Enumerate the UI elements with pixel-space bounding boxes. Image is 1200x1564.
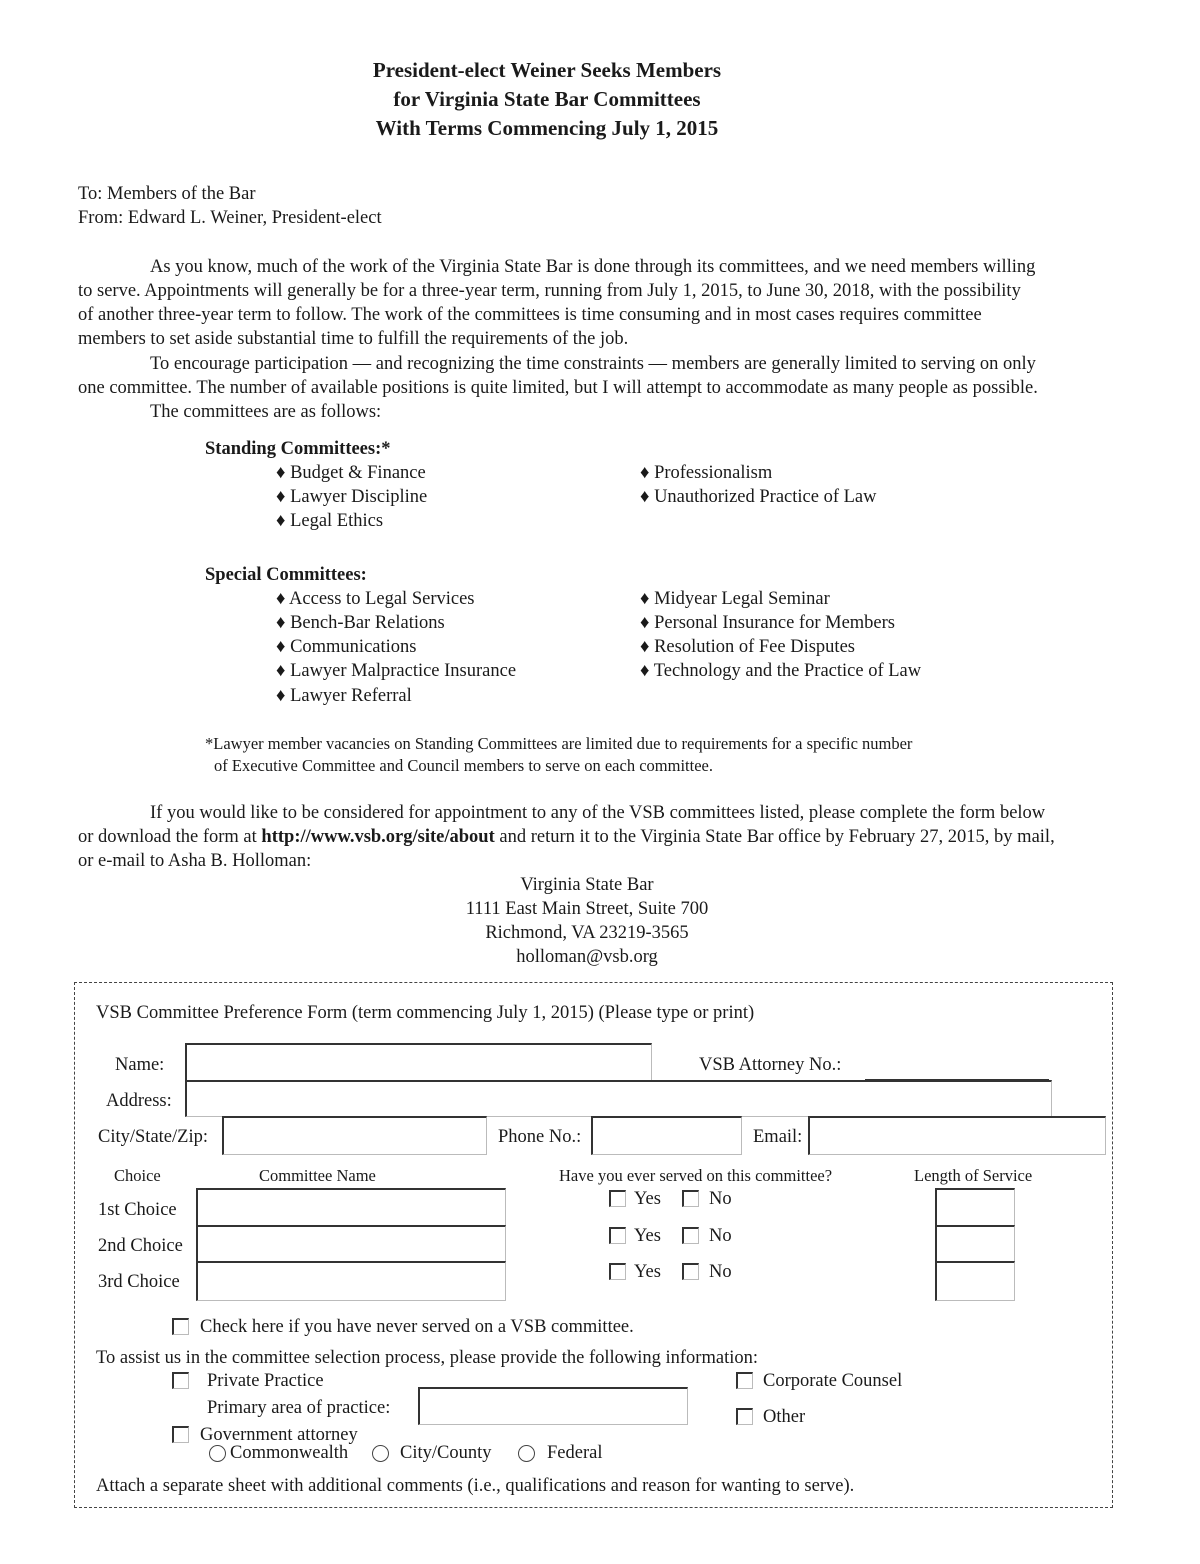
email-label: Email: bbox=[753, 1127, 803, 1147]
col-header-served: Have you ever served on this committee? bbox=[559, 1166, 833, 1185]
primary-area-input[interactable] bbox=[418, 1387, 688, 1425]
col-header-committee: Committee Name bbox=[259, 1166, 376, 1185]
address-street: 1111 East Main Street, Suite 700 bbox=[465, 899, 709, 919]
served-no-checkbox-1[interactable] bbox=[682, 1190, 699, 1207]
title-line-3: With Terms Commencing July 1, 2015 bbox=[375, 116, 719, 140]
length-input-1[interactable] bbox=[935, 1188, 1015, 1227]
attorney-no-label: VSB Attorney No.: bbox=[699, 1055, 842, 1075]
footnote-line1: *Lawyer member vacancies on Standing Committees are limited due to requirements for a specific number bbox=[205, 734, 913, 753]
no-label-1: No bbox=[709, 1189, 732, 1209]
address-input[interactable] bbox=[185, 1080, 1052, 1117]
length-input-2[interactable] bbox=[935, 1225, 1015, 1263]
name-input[interactable] bbox=[185, 1043, 652, 1082]
commonwealth-label: Commonwealth bbox=[230, 1443, 349, 1463]
city-state-zip-input[interactable] bbox=[222, 1116, 487, 1155]
city-state-zip-label: City/State/Zip: bbox=[98, 1127, 208, 1147]
title-line-1: President-elect Weiner Seeks Members bbox=[372, 58, 722, 82]
never-served-checkbox[interactable] bbox=[172, 1318, 189, 1335]
instructions-line2 bbox=[78, 825, 1055, 849]
standing-left-3: ♦ Legal Ethics bbox=[276, 511, 384, 531]
intro-p1-line2: to serve. Appointments will generally be for a three-year term, running from July 1, 2015, to June 30, 2018, with the possibility bbox=[78, 281, 1021, 301]
primary-area-label: Primary area of practice: bbox=[207, 1398, 391, 1418]
yes-label-1: Yes bbox=[634, 1189, 661, 1209]
length-input-3[interactable] bbox=[935, 1261, 1015, 1301]
name-label: Name: bbox=[115, 1055, 165, 1075]
standing-right-2: ♦ Unauthorized Practice of Law bbox=[640, 487, 877, 507]
intro-p2-line1: To encourage participation — and recognizing the time constraints — members are generally limited to serving on only bbox=[150, 354, 1036, 374]
special-right-2: ♦ Personal Insurance for Members bbox=[640, 613, 895, 633]
no-label-2: No bbox=[709, 1226, 732, 1246]
special-left-3: ♦ Communications bbox=[276, 637, 417, 657]
standing-left-2: ♦ Lawyer Discipline bbox=[276, 487, 428, 507]
committee-input-3[interactable] bbox=[196, 1261, 506, 1301]
private-practice-checkbox[interactable] bbox=[172, 1372, 189, 1389]
served-yes-checkbox-3[interactable] bbox=[609, 1263, 626, 1280]
served-no-checkbox-3[interactable] bbox=[682, 1263, 699, 1280]
no-label-3: No bbox=[709, 1262, 732, 1282]
federal-radio[interactable] bbox=[518, 1445, 535, 1462]
government-attorney-label: Government attorney bbox=[200, 1425, 358, 1445]
special-left-5: ♦ Lawyer Referral bbox=[276, 686, 412, 706]
instructions-line1: If you would like to be considered for appointment to any of the VSB committees listed, please complete the form below bbox=[150, 803, 1046, 823]
instructions-line2-pre: or download the form at bbox=[78, 827, 262, 847]
instructions-line3: or e-mail to Asha B. Holloman: bbox=[78, 851, 312, 871]
served-no-checkbox-2[interactable] bbox=[682, 1227, 699, 1244]
city-county-radio[interactable] bbox=[372, 1445, 389, 1462]
special-left-4: ♦ Lawyer Malpractice Insurance bbox=[276, 661, 517, 681]
download-link[interactable]: http://www.vsb.org/site/about bbox=[261, 827, 495, 847]
attach-note: Attach a separate sheet with additional comments (i.e., qualifications and reason for wanting to serve). bbox=[96, 1476, 855, 1496]
choice-label-3: 3rd Choice bbox=[98, 1272, 180, 1292]
intro-p1-line1: As you know, much of the work of the Virginia State Bar is done through its committees, and we need members willing bbox=[150, 257, 1036, 277]
special-right-3: ♦ Resolution of Fee Disputes bbox=[640, 637, 855, 657]
standing-left-1: ♦ Budget & Finance bbox=[276, 463, 426, 483]
other-label: Other bbox=[763, 1407, 806, 1427]
special-left-1: ♦ Access to Legal Services bbox=[276, 589, 475, 609]
memo-to: To: Members of the Bar bbox=[78, 184, 256, 204]
special-heading: Special Committees: bbox=[205, 565, 367, 585]
corporate-counsel-label: Corporate Counsel bbox=[763, 1371, 903, 1391]
footnote-line2: of Executive Committee and Council members to serve on each committee. bbox=[214, 756, 713, 775]
special-left-2: ♦ Bench-Bar Relations bbox=[276, 613, 445, 633]
standing-right-1: ♦ Professionalism bbox=[640, 463, 773, 483]
yes-label-3: Yes bbox=[634, 1262, 661, 1282]
choice-label-2: 2nd Choice bbox=[98, 1236, 183, 1256]
served-yes-checkbox-1[interactable] bbox=[609, 1190, 626, 1207]
col-header-choice: Choice bbox=[114, 1166, 161, 1185]
phone-label: Phone No.: bbox=[498, 1127, 582, 1147]
never-served-label: Check here if you have never served on a VSB committee. bbox=[200, 1317, 634, 1337]
intro-p1-line3: of another three-year term to follow. The work of the committees is time consuming and in most cases requires committee bbox=[78, 305, 982, 325]
private-practice-label: Private Practice bbox=[207, 1371, 324, 1391]
page-title bbox=[0, 56, 1094, 143]
title-line-2: for Virginia State Bar Committees bbox=[393, 87, 701, 111]
corporate-counsel-checkbox[interactable] bbox=[736, 1372, 753, 1389]
instructions-line2-post: and return it to the Virginia State Bar office by February 27, 2015, by mail, bbox=[494, 827, 1055, 847]
government-attorney-checkbox[interactable] bbox=[172, 1426, 189, 1443]
assist-text: To assist us in the committee selection process, please provide the following information: bbox=[96, 1348, 758, 1368]
intro-p1-line4: members to set aside substantial time to fulfill the requirements of the job. bbox=[78, 329, 629, 349]
memo-from: From: Edward L. Weiner, President-elect bbox=[78, 208, 382, 228]
standing-heading: Standing Committees:* bbox=[205, 439, 391, 459]
city-county-label: City/County bbox=[400, 1443, 492, 1463]
other-checkbox[interactable] bbox=[736, 1408, 753, 1425]
special-right-4: ♦ Technology and the Practice of Law bbox=[640, 661, 922, 681]
special-right-1: ♦ Midyear Legal Seminar bbox=[640, 589, 830, 609]
address-org: Virginia State Bar bbox=[520, 875, 654, 895]
commonwealth-radio[interactable] bbox=[209, 1445, 226, 1462]
address-email: holloman@vsb.org bbox=[516, 947, 658, 967]
address-city: Richmond, VA 23219-3565 bbox=[485, 923, 689, 943]
choice-label-1: 1st Choice bbox=[98, 1200, 177, 1220]
yes-label-2: Yes bbox=[634, 1226, 661, 1246]
federal-label: Federal bbox=[547, 1443, 603, 1463]
committee-input-2[interactable] bbox=[196, 1225, 506, 1263]
intro-p2-line2: one committee. The number of available positions is quite limited, but I will attempt to accommodate as many people as possible. bbox=[78, 378, 1038, 398]
phone-input[interactable] bbox=[591, 1116, 742, 1155]
committee-input-1[interactable] bbox=[196, 1188, 506, 1227]
email-input[interactable] bbox=[808, 1116, 1106, 1155]
col-header-length: Length of Service bbox=[914, 1166, 1033, 1185]
address-label: Address: bbox=[106, 1091, 172, 1111]
intro-p3: The committees are as follows: bbox=[150, 402, 382, 422]
served-yes-checkbox-2[interactable] bbox=[609, 1227, 626, 1244]
form-heading: VSB Committee Preference Form (term commencing July 1, 2015) (Please type or print) bbox=[96, 1003, 755, 1023]
